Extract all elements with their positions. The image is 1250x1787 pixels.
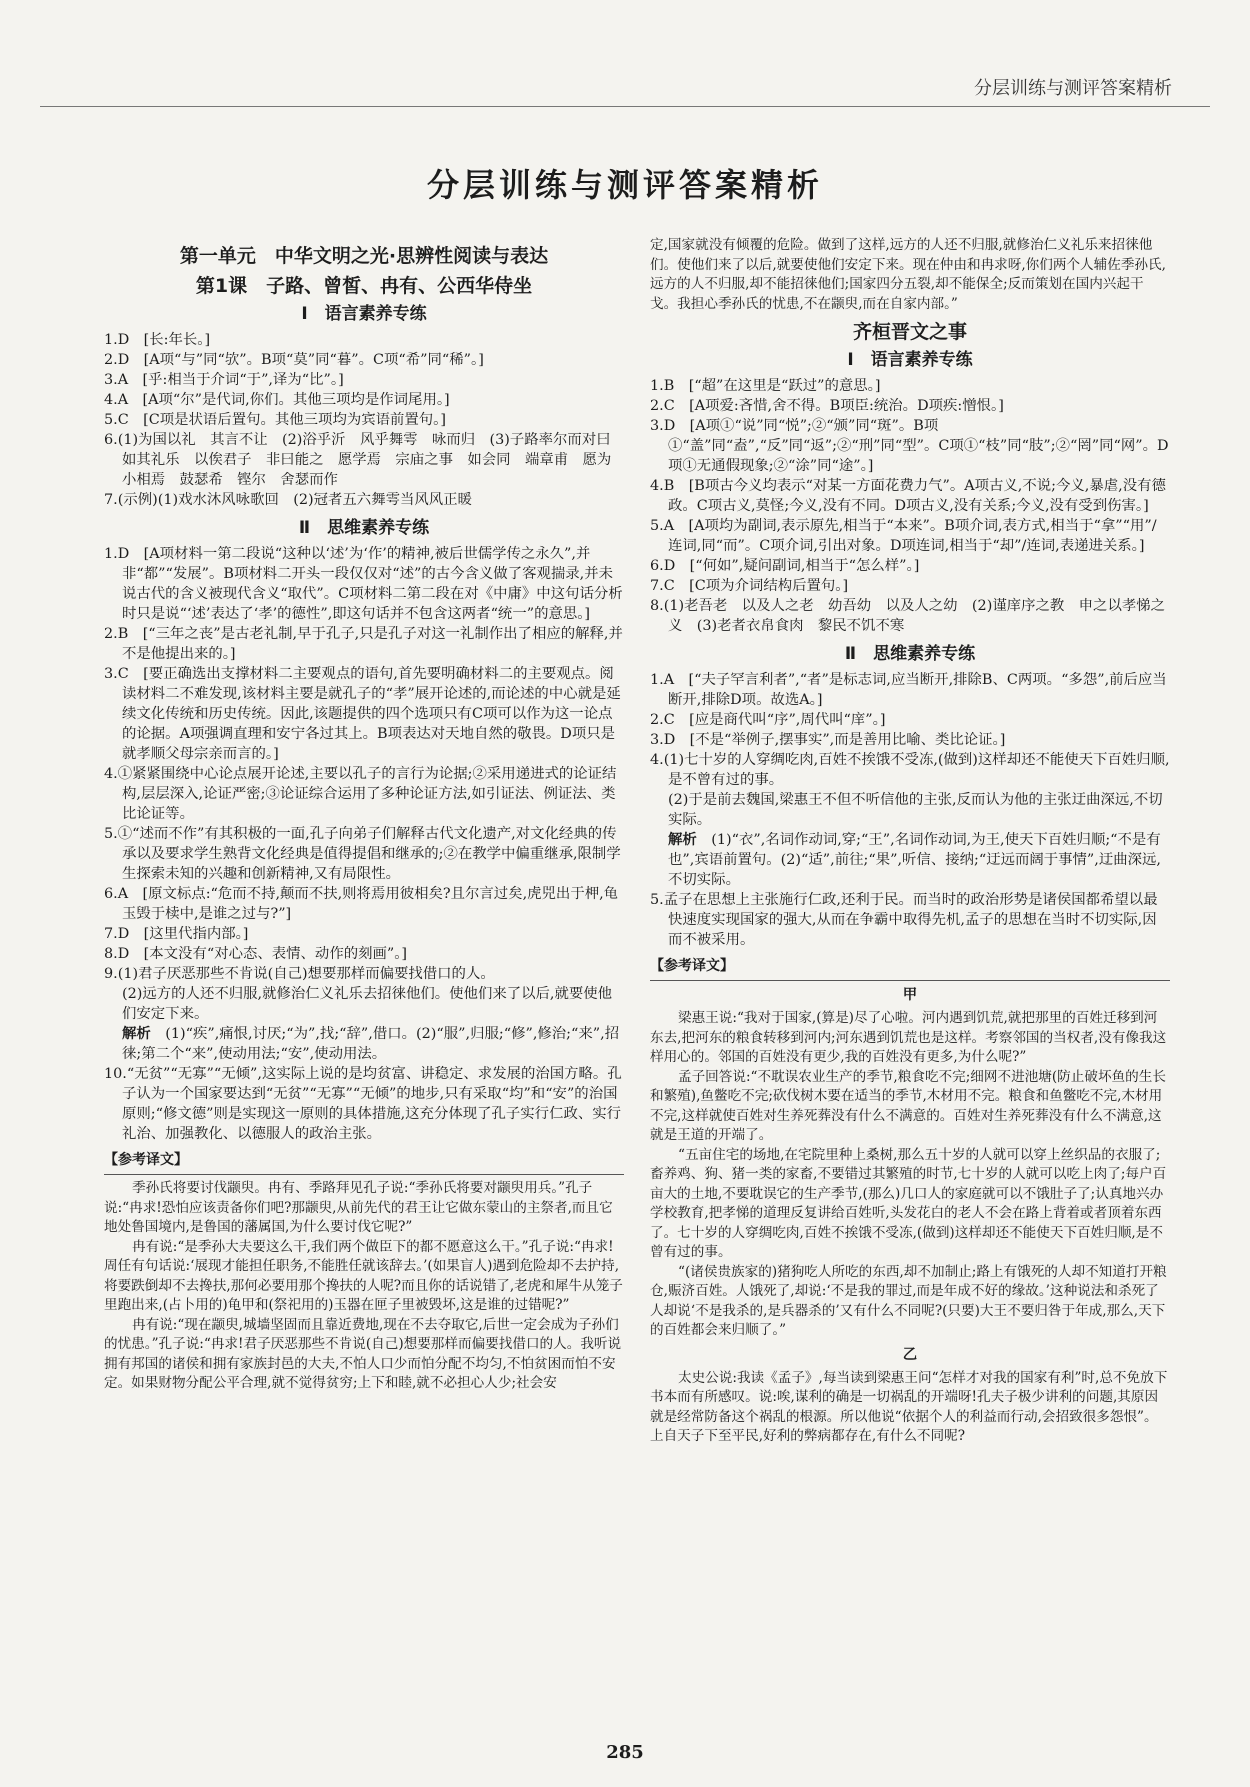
answer-item: 2.C [应是商代叫“序”,周代叫“庠”。] [650,712,886,728]
answer-item: 7.D [这里代指内部。] [104,926,249,942]
lesson-title: 齐桓晋文之事 [852,321,967,343]
translation-paragraph: 冉有说:“现在颛臾,城墙坚固而且靠近费地,现在不去夺取它,后世一定会成为子孙们的忧患。”孔子说:“冉求!君子厌恶那些不肯说(自己)想要那样而偏要找借口的人。我听说拥有邦国的诸侯和拥有家族封邑的大夫,不怕人口少而怕分配不均匀,不怕贫困而怕不安定。如果财物分配公平合理,就不觉得贫穷;上下和睦,就不必担心人少;社会安 [104,1316,622,1391]
answer-item: 5.①“述而不作”有其积极的一面,孔子向弟子们解释古代文化遗产,对文化经典的传承以及要求学生熟背文化经典是值得提倡和继承的;②在教学中偏重继承,限制学生探索未知的兴趣和创新精神,又有局限性。 [104,826,621,882]
answer-item: 4.B [B项古今义均表示“对某一方面花费力气”。A项古义,不说;今义,暴虐,没有德政。C项古义,莫怪;今义,没有不同。D项古义,没有关系;今义,没有受到伤害。] [650,478,1166,514]
answer-item: 10.“无贫”“无寡”“无倾”,这实际上说的是均贫富、讲稳定、求发展的治国方略。孔子认为一个国家要达到“无贫”“无寡”“无倾”的地步,只有采取“均”和“安”的治国原则;“修文德”则是实现这一原则的具体措施,这充分体现了孔子实行仁政、实行礼治、加强教化、以德服人的政治主张。 [104,1066,622,1142]
analysis-note [104,1024,624,1064]
section-language: Ⅰ 语言素养专练 [301,304,427,324]
answer-item: (2)远方的人还不归服,就修治仁义礼乐去招徕他们。使他们来了以后,就要使他们安定下来。 [122,986,613,1022]
answer-item: 1.A [“夫子罕言利者”,“者”是标志词,应当断开,排除B、C两项。“多怨”,前后应当断开,排除D项。故选A。] [650,672,1167,708]
analysis-text: (1)“衣”,名词作动词,穿;“王”,名词作动词,为王,使天下百姓归顺;“不是有也”,宾语前置句。(2)“适”,前往;“果”,听信、接纳;“迂远而阔于事情”,迂曲深远,不切实际。 [668,832,1162,888]
translation-continued: 定,国家就没有倾覆的危险。做到了这样,远方的人还不归服,就修治仁义礼乐来招徕他们。使他们来了以后,就要使他们安定下来。现在仲由和冉求呀,你们两个人辅佐季孙氏,远方的人不归服,却不能招徕他们;国家四分五裂,却不能保全;反而策划在国内兴起干戈。我担心季孙氏的忧患,不在颛臾,而在自家内部。” [650,237,1166,312]
passage-marker-jia: 甲 [902,986,918,1003]
unit-title: 第一单元 中华文明之光·思辨性阅读与表达 [179,245,549,267]
analysis-note [650,830,1170,890]
translation-paragraph: 梁惠王说:“我对于国家,(算是)尽了心啦。河内遇到饥荒,就把那里的百姓迁移到河东去,把河东的粮食转移到河内;河东遇到饥荒也是这样。考察邻国的当权者,没有像我这样用心的。邻国的百姓没有更少,我的百姓没有更多,为什么呢?” [650,1010,1167,1065]
answer-item: 4.①紧紧围绕中心论点展开论述,主要以孔子的言行为论据;②采用递进式的论证结构,层层深入,论证严密;③论证综合运用了多种论证方法,如引证法、例证法、类比论证等。 [104,766,617,822]
answer-item: 6.(1)为国以礼 其言不让 (2)浴乎沂 风乎舞雩 咏而归 (3)子路率尔而对曰 如其礼乐 以俟君子 非曰能之 愿学焉 宗庙之事 如会同 端章甫 愿为小相焉 鼓瑟希 铿尔 舍瑟而作 [104,432,626,488]
translation-paragraph: 太史公说:我读《孟子》,每当读到梁惠王问“怎样才对我的国家有利”时,总不免放下书本而有所感叹。说:唉,谋利的确是一切祸乱的开端呀!孔夫子极少讲利的问题,其原因就是经常防备这个祸乱的根源。所以他说“依据个人的利益而行动,会招致很多怨恨”。上自天子下至平民,好利的弊病都存在,有什么不同呢? [650,1369,1168,1444]
answer-item: 1.D [A项材料一第二段说“这种以‘述’为‘作’的精神,被后世儒学传之永久”,并非“都”“发展”。B项材料二开头一段仅仅对“述”的古今含义做了客观揣录,并未说古代的含义被现代含义“取代”。C项材料二第二段在对《中庸》中这句话分析时只是说“‘述’表达了‘孝’的德性”,即这句话并不包含这两者“统一”的意思。] [104,546,623,622]
answer-item: 3.D [A项①“说”同“悦”;②“颁”同“斑”。B项①“盖”同“盍”,“反”同“返”;②“刑”同“型”。C项①“枝”同“肢”;②“罔”同“网”。D项①无通假现象;②“涂”同“途”。] [650,418,1169,474]
answer-item: 3.C [要正确选出支撑材料二主要观点的语句,首先要明确材料二的主要观点。阅读材料二不难发现,该材料主要是就孔子的“孝”展开论述的,而论述的中心就是延续文化传统和历史传统。因此,该题提供的四个选项只有C项可以作为这一论点的论据。A项强调直理和安宁各过其上。B项表达对天地自然的敬畏。D项只是就孝顺父母宗亲而言的。] [104,666,621,762]
reference-rule [650,980,1170,981]
answer-item: 4.A [A项“尔”是代词,你们。其他三项均是作词尾用。] [104,392,450,408]
section-thinking: Ⅱ 思维素养专练 [298,518,430,538]
passage-marker-yi: 乙 [902,1345,918,1363]
reference-translation-label: 【参考译文】 [104,1152,188,1168]
page-number: 285 [606,1742,644,1763]
translation-paragraph: “(诸侯贵族家的)猪狗吃人所吃的东西,却不加制止;路上有饿死的人却不知道打开粮仓,赈济百姓。人饿死了,却说:‘不是我的罪过,而是年成不好的缘故。’这种说法和杀死了人却说‘不是我杀的,是兵器杀的’又有什么不同呢?(只要)大王不要归咎于年成,那么,天下的百姓都会来归顺了。” [650,1263,1167,1338]
answer-item: 5.孟子在思想上主张施行仁政,还利于民。而当时的政治形势是诸侯国都希望以最快速度实现国家的强大,从而在争霸中取得先机,孟子的思想在当时不切实际,因而不被采用。 [650,892,1158,948]
header-rule [40,106,1210,107]
answer-item: 6.D [“何如”,疑问副词,相当于“怎么样”。] [650,558,920,574]
page-title: 分层训练与测评答案精析 [426,166,823,204]
reference-rule [104,1174,624,1175]
answer-item: 8.(1)老吾老 以及人之老 幼吾幼 以及人之幼 (2)谨庠序之教 申之以孝悌之义 (3)老者衣帛食肉 黎民不饥不寒 [650,598,1166,634]
answer-item: 4.(1)七十岁的人穿绸吃肉,百姓不挨饿不受冻,(做到)这样却还不能使天下百姓归顺,是不曾有过的事。 [650,752,1170,788]
translation-paragraph: 季孙氏将要讨伐颛臾。冉有、季路拜见孔子说:“季孙氏将要对颛臾用兵。”孔子说:“冉求!恐怕应该责备你们吧?那颛臾,从前先代的君王让它做东蒙山的主祭者,而且它地处鲁国境内,是鲁国的藩属国,为什么要讨伐它呢?” [104,1180,613,1235]
answer-item: 2.B [“三年之丧”是古老礼制,早于孔子,只是孔子对这一礼制作出了相应的解释,并不是他提出来的。] [104,626,623,662]
translation-paragraph: 孟子回答说:“不耽误农业生产的季节,粮食吃不完;细网不进池塘(防止破坏鱼的生长和繁殖),鱼鳖吃不完;砍伐树木要在适当的季节,木材用不完。粮食和鱼鳖吃不完,木材用不完,这样就使百姓对生养死葬没有什么不满意的。百姓对生养死葬没有什么不满意,这就是王道的开端了。 [650,1068,1166,1143]
answer-item: 5.C [C项是状语后置句。其他三项均为宾语前置句。] [104,412,446,428]
lesson-title: 第1课 子路、曾皙、冉有、公西华侍坐 [195,275,533,297]
answer-item: (2)于是前去魏国,梁惠王不但不听信他的主张,反而认为他的主张迂曲深远,不切实际。 [668,792,1163,828]
answer-item: 2.C [A项爱:吝惜,舍不得。B项臣:统治。D项疾:憎恨。] [650,398,1004,414]
answer-item: 2.D [A项“与”同“欤”。B项“莫”同“暮”。C项“希”同“稀”。] [104,352,484,368]
right-column [650,236,1170,1447]
left-column [104,240,624,1394]
answer-item: 7.C [C项为介词结构后置句。] [650,578,849,594]
answer-item: 5.A [A项均为副词,表示原先,相当于“本来”。B项介词,表方式,相当于“拿”“用”/连词,同“而”。C项介词,引出对象。D项连词,相当于“却”/连词,表递进关系。] [650,518,1157,554]
answer-item: 3.A [乎:相当于介词“于”,译为“比”。] [104,372,344,388]
answer-item: 1.D [长:年长。] [104,332,211,348]
analysis-text: (1)“疾”,痛恨,讨厌;“为”,找;“辞”,借口。(2)“服”,归服;“修”,修治;“来”,招徕;第二个“来”,使动用法;“安”,使动用法。 [122,1026,620,1062]
answer-item: 7.(示例)(1)戏水沐风咏歌回 (2)冠者五六舞雩当风风正暖 [104,492,472,508]
translation-paragraph: “五亩住宅的场地,在宅院里种上桑树,那么五十岁的人就可以穿上丝织品的衣服了;畜养鸡、狗、猪一类的家畜,不要错过其繁殖的时节,七十岁的人就可以吃上肉了;每户百亩大的土地,不要耽误它的生产季节,(那么)几口人的家庭就可以不饿肚子了;认真地兴办学校教育,把孝悌的道理反复讲给百姓听,头发花白的老人不会在路上背着或者顶着东西了。七十岁的人穿绸吃肉,百姓不挨饿不受冻,(做到)这样却还不能使天下百姓归顺,是不曾有过的事。 [650,1146,1167,1260]
answer-item: 3.D [不是“举例子,摆事实”,而是善用比喻、类比论证。] [650,732,1006,748]
answer-item: 6.A [原文标点:“危而不持,颠而不扶,则将焉用彼相矣?且尔言过矣,虎兕出于柙,龟玉毁于椟中,是谁之过与?”] [104,886,619,922]
answer-item: 1.B [“超”在这里是“跃过”的意思。] [650,378,881,394]
analysis-label: 解析 [122,1026,151,1042]
reference-translation-label: 【参考译文】 [650,958,734,974]
answer-item: 8.D [本文没有“对心态、表情、动作的刻画”。] [104,946,408,962]
running-header: 分层训练与测评答案精析 [974,78,1172,99]
answer-item: 9.(1)君子厌恶那些不肯说(自己)想要那样而偏要找借口的人。 [104,966,495,982]
section-thinking: Ⅱ 思维素养专练 [844,644,976,664]
translation-paragraph: 冉有说:“是季孙大夫要这么干,我们两个做臣下的都不愿意这么干。”孔子说:“冉求!周任有句话说:‘展现才能担任职务,不能胜任就该辞去。’(如果盲人)遇到危险却不去护持,将要跌倒却不去搀扶,那何必要用那个搀扶的人呢?而且你的话说错了,老虎和犀牛从笼子里跑出来,(占卜用的)龟甲和(祭祀用的)玉器在匣子里被毁坏,这是谁的过错呢?” [104,1238,623,1313]
analysis-label: 解析 [668,832,697,848]
section-language: Ⅰ 语言素养专练 [847,350,973,370]
